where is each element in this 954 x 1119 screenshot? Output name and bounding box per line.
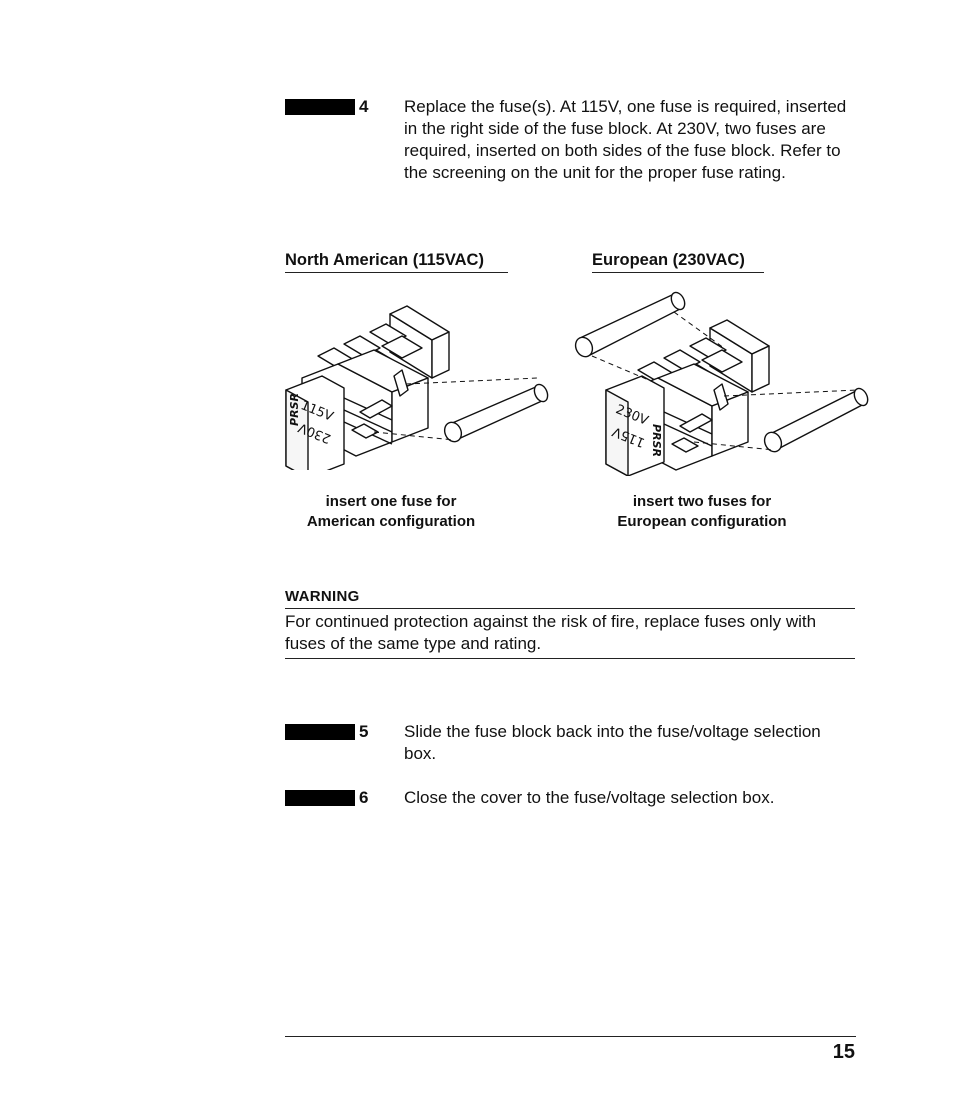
european-block-top-label: 230V	[613, 402, 651, 429]
warning-title: WARNING	[285, 588, 360, 605]
american-heading: North American (115VAC)	[285, 250, 508, 273]
step-marker-bar	[285, 790, 355, 806]
european-block-brand-label: PRSR	[649, 424, 663, 457]
step-text: Close the cover to the fuse/voltage selection box.	[404, 788, 775, 807]
step-number: 4	[359, 97, 369, 116]
american-block-brand-label: PRSR	[287, 393, 301, 426]
american-caption-line2: American configuration	[306, 513, 476, 530]
step-marker-bar	[285, 724, 355, 740]
step-marker-bar	[285, 99, 355, 115]
american-caption	[286, 492, 496, 532]
european-block-bottom-label: 115V	[610, 423, 648, 450]
american-fuse-block-illustration	[282, 300, 554, 470]
step-number: 5	[359, 722, 369, 741]
warning-text: For continued protection against the risk of fire, replace fuses only with fuses of the same type and rating.	[285, 612, 817, 653]
warning-top-rule	[285, 608, 855, 609]
european-heading: European (230VAC)	[592, 250, 764, 273]
american-caption-line1: insert one fuse for	[325, 493, 457, 510]
step-text: Slide the fuse block back into the fuse/voltage selection box.	[404, 722, 821, 763]
footer-rule	[285, 1036, 856, 1037]
european-fuse-block-illustration	[574, 286, 874, 476]
american-block-bottom-label: 230V	[296, 419, 334, 446]
page-number: 15	[832, 1041, 855, 1063]
step-text: Replace the fuse(s). At 115V, one fuse is required, inserted in the right side of the fuse block. At 230V, two fuses are required, inserted on both sides of the fuse block. Refer to the screening on the unit for the proper fuse rating.	[404, 97, 847, 182]
european-caption-line2: European configuration	[617, 513, 787, 530]
european-caption-line1: insert two fuses for	[632, 493, 772, 510]
step-number: 6	[359, 788, 369, 807]
american-block-top-label: 115V	[298, 398, 336, 425]
warning-bottom-rule	[285, 658, 855, 659]
european-caption	[597, 492, 807, 532]
